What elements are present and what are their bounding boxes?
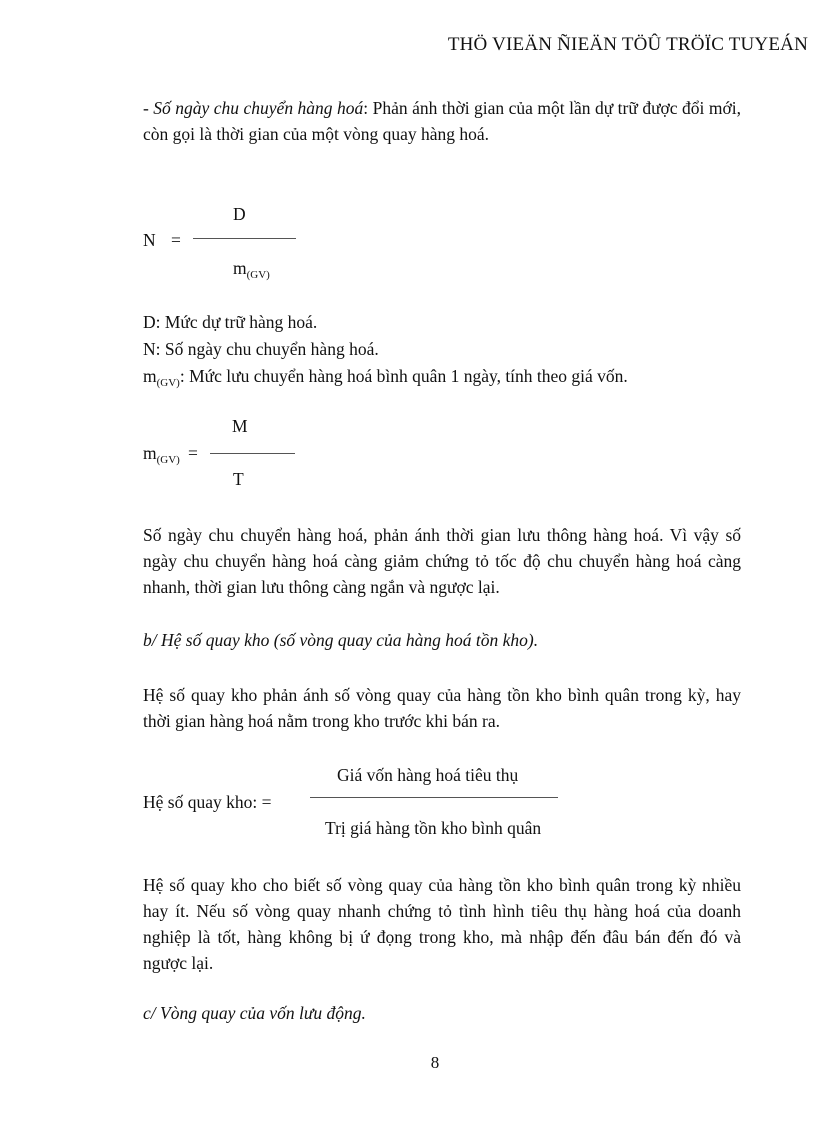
definition-n: N: Số ngày chu chuyển hàng hoá. xyxy=(143,339,379,359)
paragraph-nhan-xet: Hệ số quay kho cho biết số vòng quay của hàng tồn kho bình quân trong kỳ nhiều hay ít. Nếu số vòng quay nhanh chứng tỏ tình hình tiêu thụ hàng hoá của doanh nghiệp là tốt, hàng không bị ứ đọng trong kho, mà nhập đến đâu bán đến đó và ngược lại. xyxy=(143,875,741,973)
formula-m-equals: = xyxy=(188,443,198,463)
heading-vong-quay-von: c/ Vòng quay của vốn lưu động. xyxy=(143,1003,366,1023)
fraction-bar xyxy=(193,238,296,239)
formula-n-numerator: D xyxy=(233,204,246,224)
term-definition: : Phản ánh thời gian của một lần dự trữ được đổi mới, còn gọi là thời gian của một vòng quay hàng hoá. xyxy=(143,98,741,144)
formula-m-lhs xyxy=(143,443,180,466)
formula-m-denominator: T xyxy=(233,469,244,489)
definition-m-subscript: (GV) xyxy=(156,377,180,389)
formula-m-numerator: M xyxy=(232,416,248,436)
fraction-bar xyxy=(310,797,558,798)
definition-m xyxy=(143,366,628,389)
page-header: THÖ VIEÄN ÑIEÄN TÖÛ TRÖÏC TUYEÁN xyxy=(447,34,808,55)
definition-m-symbol: m xyxy=(143,366,157,386)
definition-d: D: Mức dự trữ hàng hoá. xyxy=(143,312,318,332)
paragraph-he-so-quay-kho: Hệ số quay kho phản ánh số vòng quay của hàng tồn kho bình quân trong kỳ, hay thời gian hàng hoá nằm trong kho trước khi bán ra. xyxy=(143,685,741,731)
page-number: 8 xyxy=(430,1053,440,1072)
formula-kho-numerator: Giá vốn hàng hoá tiêu thụ xyxy=(337,765,519,785)
formula-kho-denominator: Trị giá hàng tồn kho bình quân xyxy=(325,818,542,838)
formula-m-symbol: m xyxy=(143,443,157,463)
fraction-bar xyxy=(210,453,295,454)
formula-n-denominator xyxy=(233,258,270,281)
definition-m-text: : Mức lưu chuyển hàng hoá bình quân 1 ngày, tính theo giá vốn. xyxy=(179,366,628,386)
denominator-main: m xyxy=(233,258,247,278)
formula-n-lhs: N xyxy=(143,230,156,250)
denominator-subscript: (GV) xyxy=(246,269,270,281)
formula-kho-lhs: Hệ số quay kho: = xyxy=(143,792,272,812)
formula-m-subscript: (GV) xyxy=(156,454,180,466)
heading-he-so-quay-kho: b/ Hệ số quay kho (số vòng quay của hàng hoá tồn kho). xyxy=(143,630,539,650)
paragraph-definition xyxy=(143,95,741,147)
formula-n-equals: = xyxy=(171,230,181,250)
term-so-ngay-chu-chuyen: - Số ngày chu chuyển hàng hoá xyxy=(143,98,364,118)
paragraph-luu-thong: Số ngày chu chuyển hàng hoá, phản ánh thời gian lưu thông hàng hoá. Vì vậy số ngày chu chuyển hàng hoá càng giảm chứng tỏ tốc độ chu chuyển hàng hoá càng nhanh, thời gian lưu thông càng ngắn và ngược lại. xyxy=(143,525,741,597)
